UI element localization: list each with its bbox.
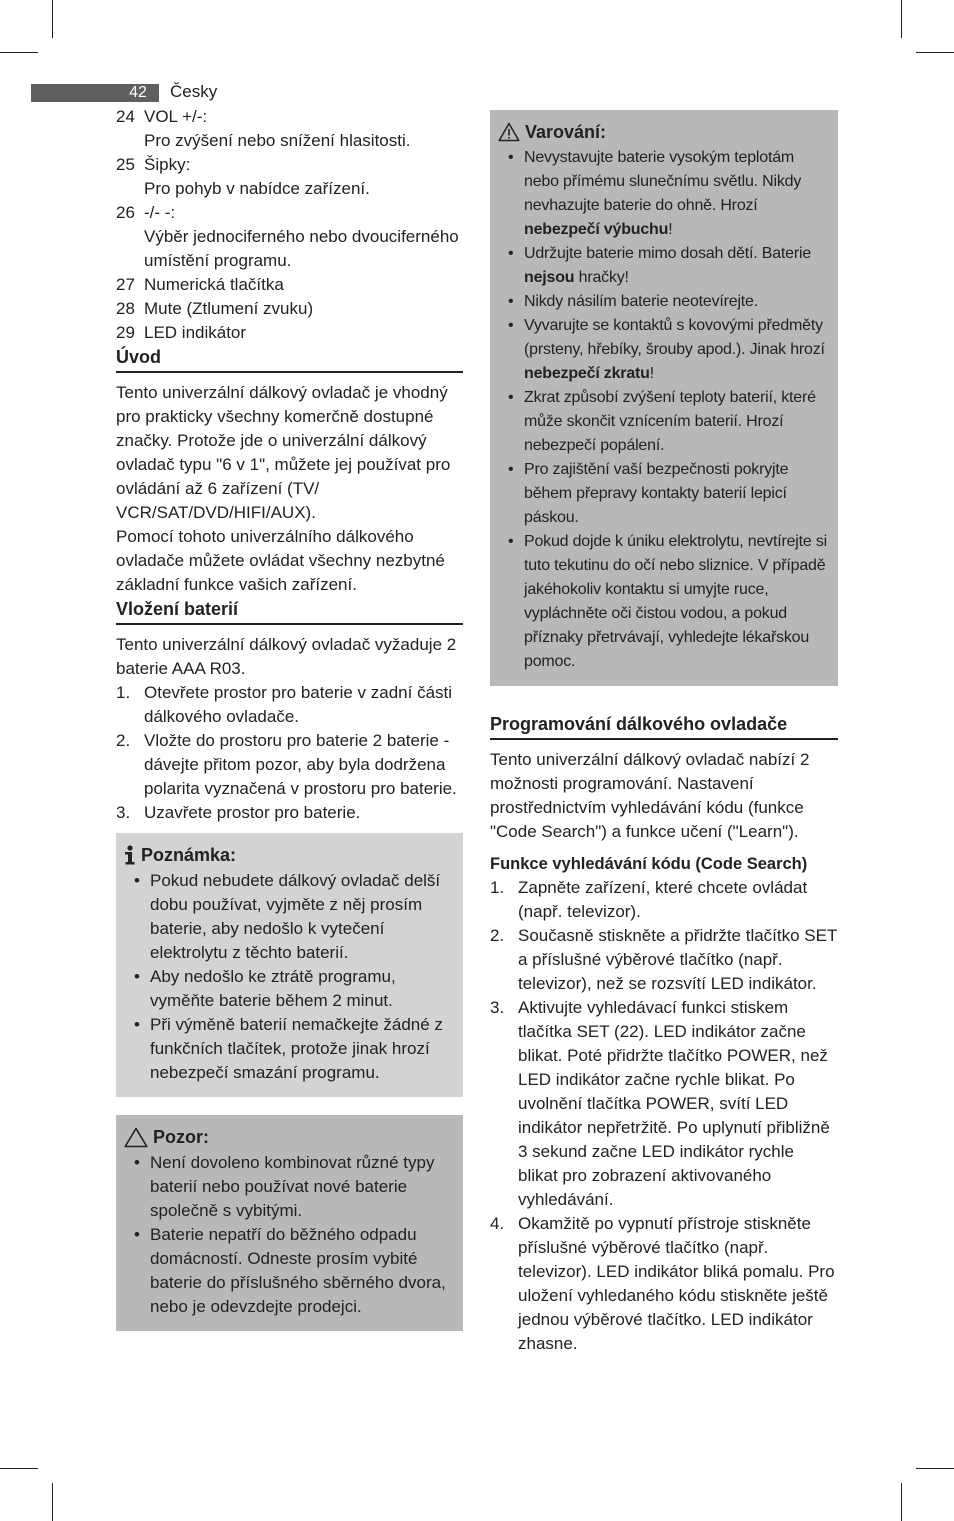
step-text: Vložte do prostoru pro baterie 2 baterie - dávejte přitom pozor, aby byla dodržena polarita vyznačená v prostoru pro baterie. [144,731,457,798]
key-label: Numerická tlačítka [144,275,284,294]
batteries-heading: Vložení baterií [116,597,463,625]
step-number: 2. [490,926,505,945]
programming-heading: Programování dálkového ovladače [490,712,838,740]
list-item: • Není dovoleno kombinovat různé typy baterií nebo používat nové baterie společně s vybitými. [124,1151,455,1223]
key-label: LED indikátor [144,323,247,342]
caution-list [124,1151,455,1319]
intro-paragraph: Tento univerzální dálkový ovladač je vhodný pro prakticky všechny komerčně dostupné značky. Protože jde o univerzální dálkový ovladač typu "6 v 1", můžete jej používat pro ovládání až 6 zařízení (TV/ VCR/SAT/DVD/HIFI/AUX). [116,383,451,522]
crop-mark [52,0,53,38]
crop-mark [52,1483,53,1521]
note-item-text: Při výměně baterií nemačkejte žádné z funkčních tlačítek, protože jinak hrozí nebezpečí smazání programu. [150,1015,443,1082]
caution-title: Pozor: [153,1127,209,1147]
note-item-text: Pokud nebudete dálkový ovladač delší dobu používat, vyjměte z něj prosím baterie, aby nedošlo k vytečení elektrolytu z těchto baterií. [150,871,441,962]
warning-text: Zkrat způsobí zvýšení teploty baterií, které může skončit vznícením baterií. Hrozí nebezpečí popálení. [524,389,816,454]
intro-paragraph: Pomocí tohoto univerzálního dálkového ovladače můžete ovládat všechny nezbytné základní funkce vašich zařízení. [116,527,445,594]
warning-title: Varování: [525,122,607,142]
step-number: 3. [490,998,505,1017]
list-item [490,996,838,1212]
step-number: 1. [490,878,505,897]
step-text: Okamžitě po vypnutí přístroje stiskněte příslušné výběrové tlačítko (např. televizor). LED indikátor bliká pomalu. Pro uložení vyhledaného kódu stiskněte ještě jednou výběrové tlačítko. LED indikátor zhasne. [518,1214,835,1353]
warning-emphasis: nejsou [524,269,575,286]
caution-title-row [124,1125,455,1149]
list-item [490,876,838,924]
warning-title-row [498,120,830,144]
list-item: • Zkrat způsobí zvýšení teploty baterií, které může skončit vznícením baterií. Hrozí nebezpečí popálení. [508,389,816,454]
info-icon [124,845,136,865]
crop-mark [901,0,902,38]
programming-intro: Tento univerzální dálkový ovladač nabízí 2 možnosti programování. Nastavení prostřednictvím vyhledávání kódu (funkce "Code Search") a funkce učení ("Learn"). [490,750,810,841]
step-text: Současně stiskněte a přidržte tlačítko SET a příslušné výběrové tlačítko (např. televizor), než se rozsvítí LED indikátor. [518,926,838,993]
list-item: • Vyvarujte se kontaktů s kovovými předměty (prsteny, hřebíky, šrouby apod.). Jinak hrozí nebezpečí zkratu! [508,317,825,382]
key-item [116,321,463,345]
note-item-text: Aby nedošlo ke ztrátě programu, vyměňte baterie během 2 minut. [150,967,396,1010]
warning-text: ! [649,365,654,382]
list-item [490,1212,838,1356]
warning-text: ! [668,221,673,238]
code-search-heading: Funkce vyhledávání kódu (Code Search) [490,855,808,873]
key-list [116,105,463,345]
caution-box [116,1115,463,1331]
key-item [116,201,463,273]
note-title-row [124,843,455,867]
step-text: Zapněte zařízení, které chcete ovládat (např. televizor). [518,878,808,921]
step-number: 4. [490,1214,505,1233]
key-item [116,297,463,321]
key-number: 24 [116,107,135,126]
list-item: • Při výměně baterií nemačkejte žádné z funkčních tlačítek, protože jinak hrozí nebezpečí smazání programu. [124,1013,455,1085]
crop-mark [901,1483,902,1521]
warning-list [498,146,830,674]
crop-mark [916,52,954,53]
page-number: 42 [129,84,147,101]
key-label: Šipky: [144,155,191,174]
left-column [116,105,463,1331]
batteries-steps [116,681,463,825]
step-number: 3. [116,803,131,822]
key-number: 26 [116,203,135,222]
key-label: Mute (Ztlumení zvuku) [144,299,314,318]
key-item [116,153,463,201]
warning-text: Pro zajištění vaší bezpečnosti pokryjte během přepravy kontakty baterií lepicí páskou. [524,461,789,526]
list-item [116,729,463,801]
crop-mark [0,52,38,53]
caution-item-text: Baterie nepatří do běžného odpadu domácností. Odneste prosím vybité baterie do příslušného sběrného dvora, nebo je odevzdejte prodejci. [150,1225,446,1316]
step-number: 2. [116,731,131,750]
warning-triangle-icon [124,1127,148,1148]
key-number: 28 [116,299,135,318]
list-item: • Baterie nepatří do běžného odpadu domácností. Odneste prosím vybité baterie do příslušného sběrného dvora, nebo je odevzdejte prodejci. [124,1223,455,1319]
warning-emphasis: nebezpečí zkratu [524,365,650,382]
step-text: Otevřete prostor pro baterie v zadní části dálkového ovladače. [144,683,453,726]
crop-mark [916,1468,954,1469]
list-item: • Aby nedošlo ke ztrátě programu, vyměňte baterie během 2 minut. [124,965,455,1013]
list-item: • Pro zajištění vaší bezpečnosti pokryjte během přepravy kontakty baterií lepicí páskou. [508,461,789,526]
intro-heading: Úvod [116,345,463,373]
warning-text: Udržujte baterie mimo dosah dětí. Baterie [524,245,812,262]
key-description: Výběr jednociferného nebo dvouciferného umístění programu. [144,227,459,270]
key-description: Pro zvýšení nebo snížení hlasitosti. [144,131,411,150]
caution-item-text: Není dovoleno kombinovat různé typy baterií nebo používat nové baterie společně s vybitými. [150,1153,435,1220]
warning-text: Pokud dojde k úniku elektrolytu, nevtírejte si tuto tekutinu do očí nebo sliznice. V případě jakéhokoliv kontaktu si umyjte ruce, vypláchněte oči čistou vodou, a pokud příznaky přetrvávají, vyhledejte lékařskou pomoc. [524,533,827,670]
note-title: Poznámka: [141,845,237,865]
list-item [490,924,838,996]
note-list [124,869,455,1085]
step-text: Uzavřete prostor pro baterie. [144,803,361,822]
key-number: 25 [116,155,135,174]
programming-steps [490,876,838,1356]
language-label: Česky [170,82,218,101]
right-column [490,110,838,1356]
list-item [116,681,463,729]
list-item: • Nevystavujte baterie vysokým teplotám nebo přímému slunečnímu světlu. Nikdy nevhazujte baterie do ohně. Hrozí nebezpečí výbuchu! [508,149,802,238]
key-item [116,105,463,153]
warning-text: Nevystavujte baterie vysokým teplotám nebo přímému slunečnímu světlu. Nikdy nevhazujte baterie do ohně. Hrozí [524,149,802,214]
key-label: -/- -: [144,203,176,222]
key-number: 27 [116,275,135,294]
step-text: Aktivujte vyhledávací funkci stiskem tlačítka SET (22). LED indikátor začne blikat. Poté přidržte tlačítko POWER, než LED indikátor začne rychle blikat. Po uvolnění tlačítka POWER, svítí LED indikátor nepřetržitě. Po uplynutí přibližně 3 sekund začne LED indikátor rychle blikat pro zobrazení aktivovaného vyhledávání. [518,998,830,1209]
note-box [116,833,463,1097]
warning-triangle-icon [498,122,520,142]
list-item: • Pokud dojde k úniku elektrolytu, nevtírejte si tuto tekutinu do očí nebo sliznice. V případě jakéhokoliv kontaktu si umyjte ruce, vypláchněte oči čistou vodou, a pokud příznaky přetrvávají, vyhledejte lékařskou pomoc. [508,533,827,670]
key-number: 29 [116,323,135,342]
warning-text: hračky! [574,269,629,286]
warning-text: Nikdy násilím baterie neotevírejte. [524,293,759,310]
warning-box [490,110,838,686]
list-item: • Nikdy násilím baterie neotevírejte. [508,293,759,310]
key-description: Pro pohyb v nabídce zařízení. [144,179,370,198]
list-item: • Pokud nebudete dálkový ovladač delší dobu používat, vyjměte z něj prosím baterie, aby nedošlo k vytečení elektrolytu z těchto baterií. [124,869,455,965]
step-number: 1. [116,683,131,702]
list-item [116,801,463,825]
warning-text: Vyvarujte se kontaktů s kovovými předměty (prsteny, hřebíky, šrouby apod.). Jinak hrozí [524,317,825,358]
warning-emphasis: nebezpečí výbuchu [524,221,669,238]
key-item [116,273,463,297]
key-label: VOL +/-: [144,107,208,126]
list-item: • Udržujte baterie mimo dosah dětí. Baterie nejsou hračky! [508,245,812,286]
crop-mark [0,1468,38,1469]
batteries-intro: Tento univerzální dálkový ovladač vyžaduje 2 baterie AAA R03. [116,635,457,678]
